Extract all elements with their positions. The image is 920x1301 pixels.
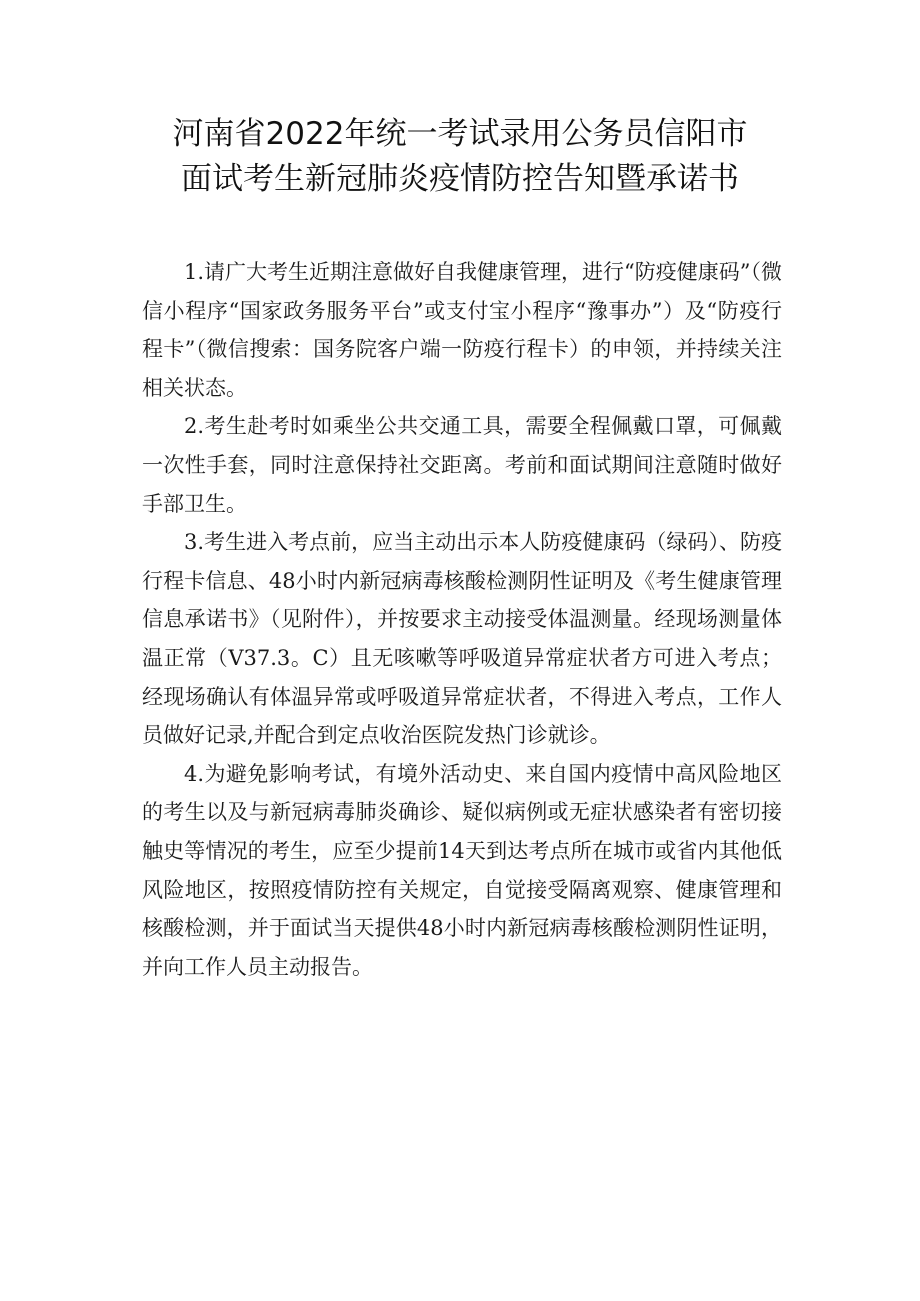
paragraph-3: 3.考生进入考点前，应当主动出示本人防疫健康码（绿码）、防疫行程卡信息、48小时内新冠病毒核酸检测阴性证明及《考生健康管理信息承诺书》（见附件），并按要求主动接受体温测量。经现场测量体温正常（V37.3。C）且无咳嗽等呼吸道异常症状者方可进入考点；经现场确认有体温异常或呼吸道异常症状者，不得进入考点，工作人员做好记录,并配合到定点收治医院发热门诊就诊。 xyxy=(142,530,782,748)
document-body xyxy=(142,253,782,986)
paragraph-1: 1.请广大考生近期注意做好自我健康管理，进行“防疫健康码”（微信小程序“国家政务服务平台”或支付宝小程序“豫事办”）及“防疫行程卡”（微信搜索：国务院客户端一防疫行程卡）的申领，并持续关注相关状态。 xyxy=(142,260,783,400)
paragraph-4: 4.为避免影响考试，有境外活动史、来自国内疫情中高风险地区的考生以及与新冠病毒肺炎确诊、疑似病例或无症状感染者有密切接触史等情况的考生，应至少提前14天到达考点所在城市或省内其他低风险地区，按照疫情防控有关规定，自觉接受隔离观察、健康管理和核酸检测，并于面试当天提供48小时内新冠病毒核酸检测阴性证明，并向工作人员主动报告。 xyxy=(142,761,782,979)
paragraph-2: 2.考生赴考时如乘坐公共交通工具，需要全程佩戴口罩，可佩戴一次性手套，同时注意保持社交距离。考前和面试期间注意随时做好手部卫生。 xyxy=(142,414,782,516)
title-line-2: 面试考生新冠肺炎疫情防控告知暨承诺书 xyxy=(181,161,739,197)
title-line-1: 河南省2022年统一考试录用公务员信阳市 xyxy=(172,116,748,152)
document-title xyxy=(0,112,920,202)
